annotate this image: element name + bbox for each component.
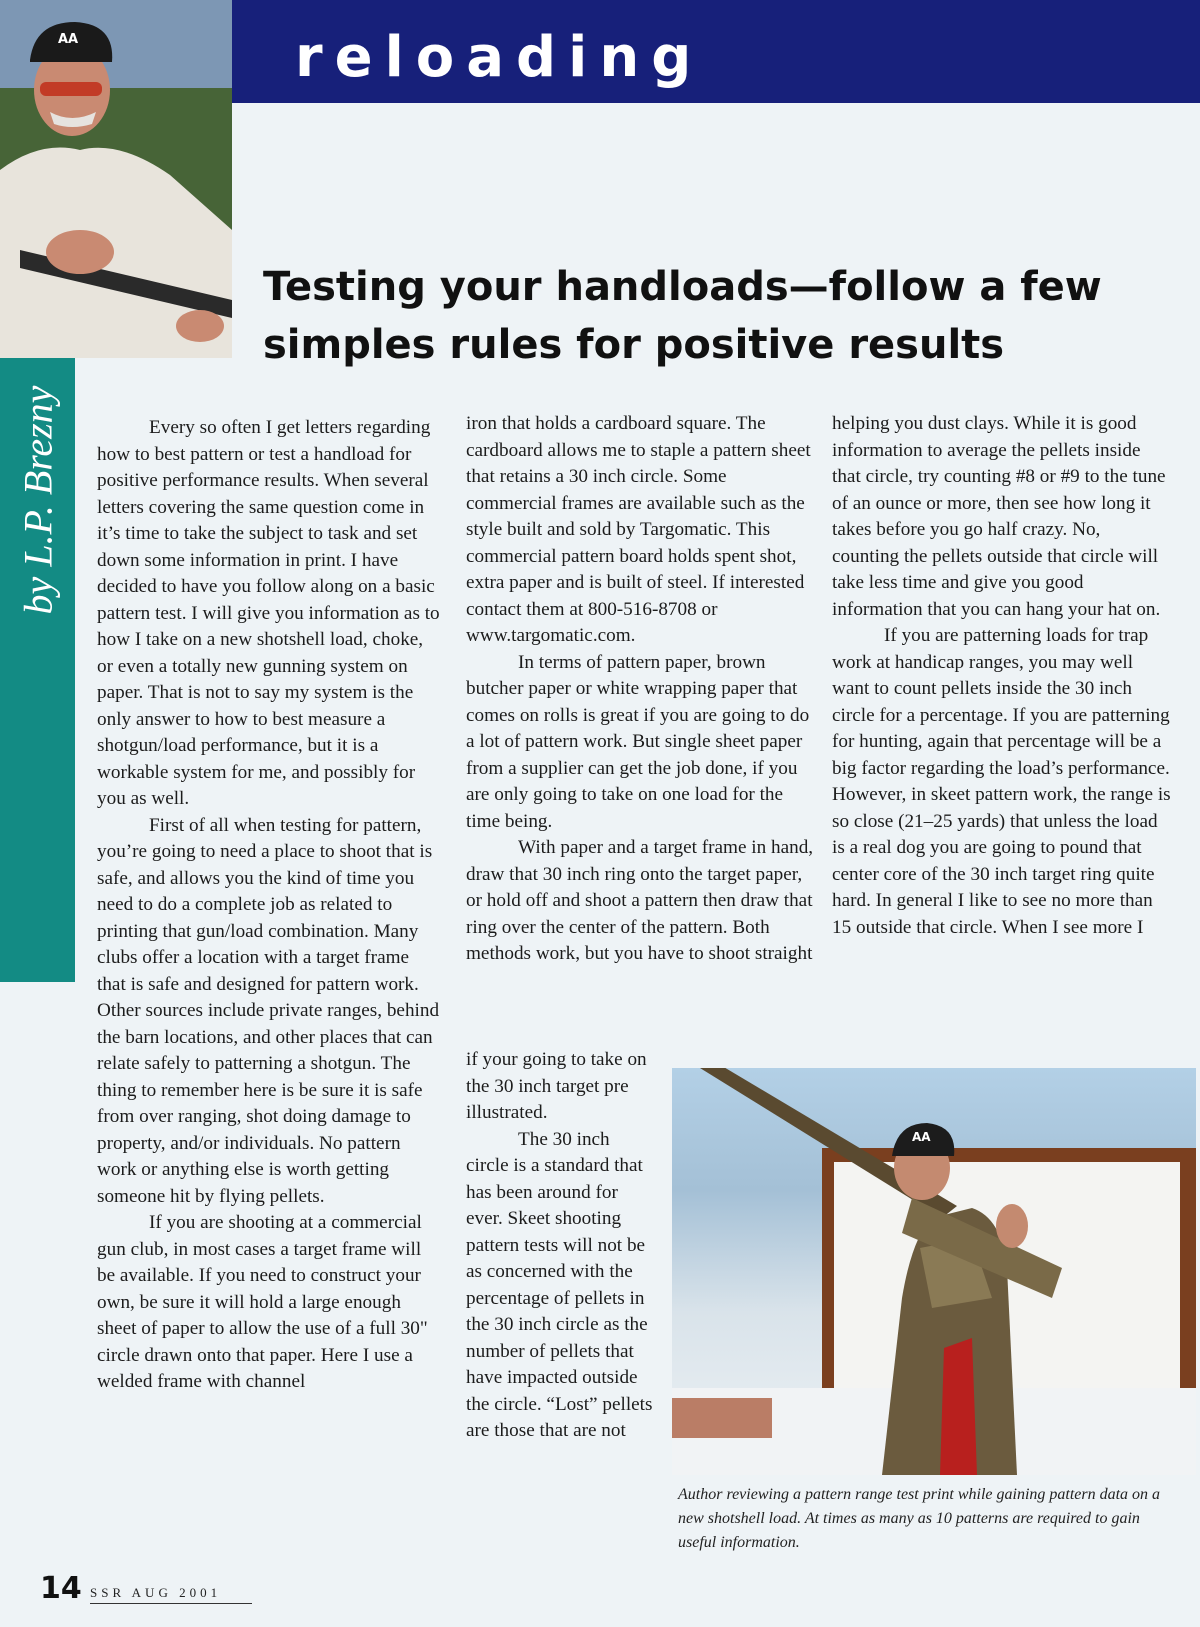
cap-logo: AA <box>58 32 79 47</box>
author-photo <box>0 0 232 358</box>
paragraph: iron that holds a cardboard square. The cardboard allows me to staple a pattern sheet that retains a 30 inch circle. Some commercial frames are available such as the style built and sold by Targomatic. This commercial pattern board holds spent shot, extra paper and is built of steel. If interested contact them at 800-516-8708 or www.targomatic.com. <box>466 413 811 646</box>
publication-footer: SSR AUG 2001 <box>90 1585 252 1604</box>
section-title: reloading <box>295 25 704 90</box>
article-column-1 <box>97 415 442 1396</box>
pattern-board-illustration <box>672 1068 1196 1475</box>
article-column-2-lower <box>466 1047 656 1445</box>
paragraph: In terms of pattern paper, brown butcher paper or white wrapping paper that comes on rolls is great if you are going to do a lot of pattern work. But single sheet paper from a supplier can get the job done, if you are only going to take on one load for the time being. <box>466 651 810 832</box>
paragraph: The 30 inch circle is a standard that has been around for ever. Skeet shooting pattern tests will not be as concerned with the percentage of pellets in the 30 inch circle as the number of pellets that have impacted outside the circle. “Lost” pellets are those that are not <box>466 1128 653 1441</box>
paragraph: If you are patterning loads for trap work at handicap ranges, you may well want to count pellets inside the 30 inch circle for a percentage. If you are patterning for hunting, again that percentage will be a big factor regarding the load’s performance. However, in skeet pattern work, the range is so close (21–25 yards) that unless the load is a real dog you are going to pound that center core of the 30 inch target ring quite hard. In general I like to see no more than 15 outside that circle. When I see more I <box>832 625 1171 938</box>
pattern-range-photo <box>672 1068 1196 1475</box>
cap-logo: AA <box>912 1130 931 1144</box>
page-number: 14 <box>40 1571 82 1606</box>
paragraph: With paper and a target frame in hand, draw that 30 inch ring onto the target paper, or hold off and shoot a pattern then draw that ring over the center of the pattern. Both methods work, but you have to shoot straight <box>466 837 814 964</box>
article-column-2 <box>466 411 814 968</box>
article-headline: Testing your handloads—follow a few simples rules for positive results <box>263 264 1102 368</box>
author-byline: by L.P. Brezny <box>15 385 61 615</box>
paragraph: Every so often I get letters regarding how to best pattern or test a handload for positive performance results. When several letters covering the same question come in it’s time to take the subject to task and set down some information in print. I have decided to have you follow along on a basic pattern test. I will give you information as to how I take on a new shotshell load, choke, or even a totally new gunning system on paper. That is not to say my system is the only answer to how to best measure a shotgun/load performance, but it is a workable system for me, and possibly for you as well. <box>97 417 440 809</box>
paragraph: if your going to take on the 30 inch target pre illustrated. <box>466 1049 647 1123</box>
paragraph: If you are shooting at a commercial gun club, in most cases a target frame will be available. If you need to construct your own, be sure it will hold a large enough sheet of paper to allow the use of a full 30" circle drawn onto that paper. Here I use a welded frame with channel <box>97 1212 428 1392</box>
author-portrait-illustration <box>0 0 232 358</box>
paragraph: First of all when testing for pattern, you’re going to need a place to shoot that is safe, and allows you the kind of time you need to do a complete job as related to printing that gun/load combination. Many clubs offer a location with a target frame that is safe and designed for pattern work. Other sources include private ranges, behind the barn locations, and other places that can relate safely to patterning a shotgun. The thing to remember here is be sure it is safe from over ranging, shot doing damage to property, and/or individuals. No pattern work or anything else is worth getting someone hit by flying pellets. <box>97 814 440 1207</box>
paragraph: helping you dust clays. While it is good information to average the pellets inside that circle, try counting #8 or #9 to the tune of an ounce or more, then see how long it takes before you go half crazy. No, counting the pellets outside that circle will take less time and give you good information that you can hang your hat on. <box>832 413 1166 620</box>
article-column-3 <box>832 411 1172 941</box>
photo-caption: Author reviewing a pattern range test print while gaining pattern data on a new shotshell load. At times as many as 10 patterns are required to gain useful information. <box>678 1486 1161 1551</box>
